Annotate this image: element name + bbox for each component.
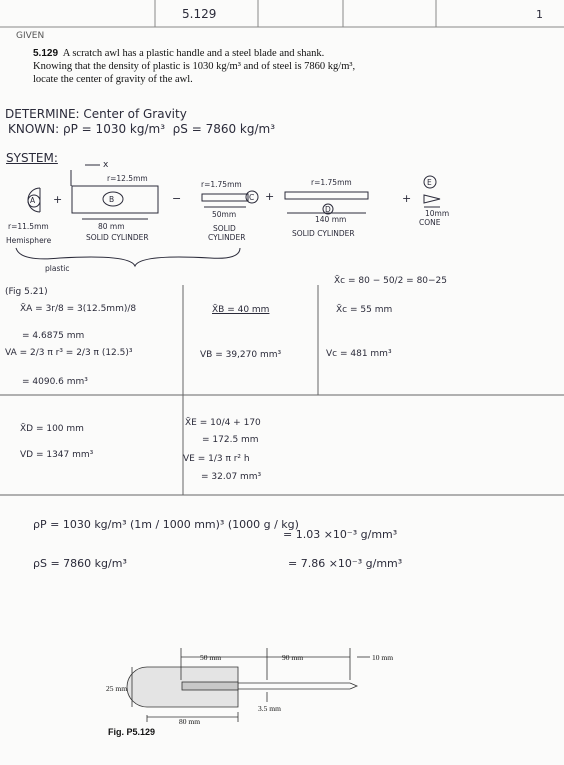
calc-e-vol-val: = 32.07 mm³ (201, 472, 262, 482)
system-label: SYSTEM: (6, 151, 58, 165)
dim-50mm: 50 mm (200, 653, 222, 662)
op-1: + (53, 193, 63, 206)
calc-c-xbar: X̄c = 55 mm (336, 305, 393, 315)
op-4: + (402, 192, 412, 205)
part-d-dim-len: 140 mm (315, 215, 347, 224)
density-plastic: ρP = 1030 kg/m³ (1m / 1000 mm)³ (1000 g / kg) (33, 518, 299, 531)
part-b-dim-top: r=12.5mm (107, 174, 148, 183)
part-d-name: SOLID CYLINDER (292, 229, 355, 238)
op-2: − (172, 192, 182, 205)
axis-x-label: x (103, 160, 109, 170)
calc-e-xbar: X̄E = 10/4 + 170 (185, 418, 261, 428)
statement-line-2: Knowing that the density of plastic is 1030 kg/m³ and of steel is 7860 kg/m³, (33, 61, 356, 72)
header-page-number: 1 (536, 8, 543, 21)
known-rho-p: ρP = 1030 kg/m³ (63, 122, 166, 136)
part-a-name: Hemisphere (6, 236, 52, 245)
statement-line-1: A scratch awl has a plastic handle and a steel blade and shank. (62, 48, 325, 59)
part-c-dim-len: 50mm (212, 210, 237, 219)
calc-e-vol: VE = 1/3 π r² h (183, 454, 250, 464)
calc-c-vol: Vc = 481 mm³ (326, 349, 392, 359)
density-plastic-result: = 1.03 ×10⁻³ g/mm³ (283, 528, 398, 541)
part-c-dim-top: r=1.75mm (201, 180, 242, 189)
calc-b-vol: VB = 39,270 mm³ (200, 350, 282, 360)
fig-ref: (Fig 5.21) (5, 287, 48, 297)
part-b-letter: B (109, 195, 115, 204)
figure-caption: Fig. P5.129 (108, 727, 156, 737)
known-rho-s: ρS = 7860 kg/m³ (172, 122, 276, 136)
determine-label: DETERMINE: (5, 107, 80, 121)
calc-d-vol: VD = 1347 mm³ (20, 450, 94, 460)
dim-80mm: 80 mm (179, 717, 201, 726)
part-d-letter: D (325, 205, 331, 214)
problem-id: 5.129 (33, 48, 59, 59)
known-label: KNOWN: (8, 122, 60, 136)
part-a-dim: r=11.5mm (8, 222, 49, 231)
calc-e-xbar-val: = 172.5 mm (202, 435, 259, 445)
group-label-plastic: plastic (45, 264, 70, 273)
part-e-dim-len: 10mm (425, 209, 450, 218)
statement-line-3: locate the center of gravity of the awl. (33, 74, 193, 85)
dim-10mm: 10 mm (372, 653, 394, 662)
part-e-name: CONE (419, 218, 441, 227)
determine-text: Center of Gravity (83, 107, 187, 121)
density-steel: ρS = 7860 kg/m³ (33, 557, 127, 570)
density-steel-result: = 7.86 ×10⁻³ g/mm³ (288, 557, 403, 570)
calc-c-note: X̄c = 80 − 50/2 = 80−25 (334, 276, 448, 286)
part-a-letter: A (30, 196, 36, 205)
given-tag: GIVEN (16, 31, 45, 41)
part-c-letter: C (249, 193, 255, 202)
dim-90mm: 90 mm (282, 653, 304, 662)
header-problem-number: 5.129 (182, 7, 217, 21)
op-3: + (265, 190, 275, 203)
part-b-dim-len: 80 mm (98, 222, 125, 231)
calc-a-vol-val: = 4090.6 mm³ (22, 377, 88, 387)
calc-d-xbar: X̄D = 100 mm (20, 424, 84, 434)
calc-a-vol: VA = 2/3 π r³ = 2/3 π (12.5)³ (5, 348, 133, 358)
part-b-name: SOLID CYLINDER (86, 233, 149, 242)
part-c-name-2: CYLINDER (208, 233, 246, 242)
dim-3-5mm: 3.5 mm (258, 704, 281, 713)
calc-a-xbar: X̄A = 3r/8 = 3(12.5mm)/8 (20, 304, 137, 314)
part-c-name-1: SOLID (213, 224, 236, 233)
part-d-dim-top: r=1.75mm (311, 178, 352, 187)
dim-25mm: 25 mm (106, 684, 128, 693)
calc-b-xbar: X̄B = 40 mm (212, 305, 270, 315)
calc-a-xbar-val: = 4.6875 mm (22, 331, 85, 341)
part-e-letter: E (427, 178, 432, 187)
